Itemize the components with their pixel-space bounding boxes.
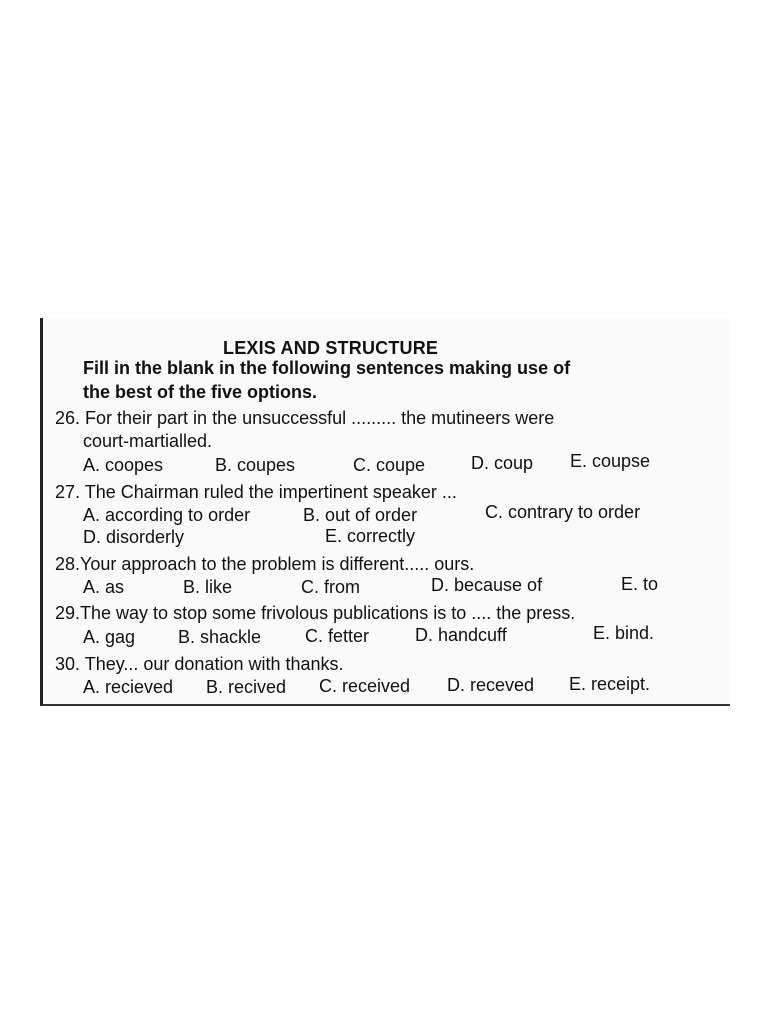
question-29-option-a: A. gag	[83, 627, 136, 647]
question-30-option-c: C. received	[319, 676, 411, 696]
question-28: 28.Your approach to the problem is different..... ours.	[55, 554, 475, 574]
section-title: LEXIS AND STRUCTURE	[223, 338, 439, 358]
question-30-option-b: B. recived	[206, 677, 287, 697]
question-27: 27. The Chairman ruled the impertinent speaker ...	[55, 482, 457, 502]
question-28-option-e: E. to	[621, 574, 659, 594]
question-26-option-b: B. coupes	[215, 455, 296, 475]
scanned-document	[40, 318, 730, 706]
question-29-option-b: B. shackle	[178, 627, 262, 647]
question-26-option-e: E. coupse	[570, 451, 651, 471]
question-29-option-e: E. bind.	[593, 623, 655, 643]
question-30-option-d: D. receved	[447, 675, 535, 695]
question-29: 29.The way to stop some frivolous publications is to .... the press.	[55, 603, 576, 623]
question-26-continuation: court-martialled.	[83, 431, 213, 451]
question-28-option-c: C. from	[301, 577, 361, 597]
question-26: 26. For their part in the unsuccessful ......... the mutineers were	[55, 408, 555, 428]
question-28-option-b: B. like	[183, 577, 233, 597]
question-27-option-e: E. correctly	[325, 526, 416, 546]
question-30-option-a: A. recieved	[83, 677, 174, 697]
question-27-option-b: B. out of order	[303, 505, 418, 525]
instruction-line-2: the best of the five options.	[83, 382, 318, 402]
question-28-option-d: D. because of	[431, 575, 543, 595]
question-29-option-c: C. fetter	[305, 626, 370, 646]
question-26-option-c: C. coupe	[353, 455, 426, 475]
question-28-option-a: A. as	[83, 577, 125, 597]
instruction-line-1: Fill in the blank in the following sentences making use of	[83, 358, 571, 378]
question-27-option-d: D. disorderly	[83, 527, 185, 547]
question-27-option-c: C. contrary to order	[485, 502, 641, 522]
question-26-option-a: A. coopes	[83, 455, 164, 475]
question-30: 30. They... our donation with thanks.	[55, 654, 344, 674]
question-29-option-d: D. handcuff	[415, 625, 507, 645]
question-26-option-d: D. coup	[471, 453, 534, 473]
question-30-option-e: E. receipt.	[569, 674, 651, 694]
question-27-option-a: A. according to order	[83, 505, 251, 525]
